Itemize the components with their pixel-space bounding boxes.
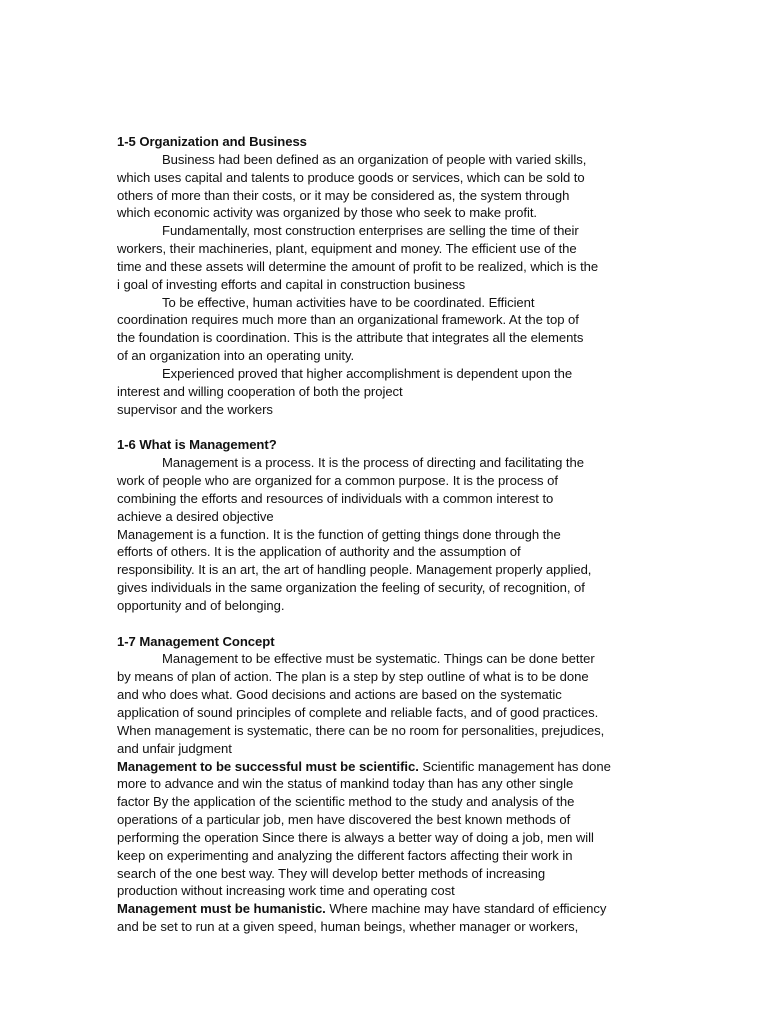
- paragraph-line: and who does what. Good decisions and actions are based on the systematic: [117, 687, 562, 703]
- paragraph-line: and unfair judgment: [117, 740, 232, 756]
- humanistic-lead-in: Management must be humanistic.: [117, 901, 326, 917]
- paragraph-line: which economic activity was organized by those who seek to make profit.: [117, 205, 538, 221]
- paragraph-line: time and these assets will determine the amount of profit to be realized, which is the: [117, 258, 599, 274]
- paragraph-line: keep on experimenting and analyzing the different factors affecting their work in: [117, 847, 573, 863]
- paragraph-line: coordination requires much more than an organizational framework. At the top of: [117, 312, 579, 328]
- paragraph-line: operations of a particular job, men have discovered the best known methods of: [117, 812, 571, 828]
- paragraph-line: When management is systematic, there can be no room for personalities, prejudices,: [117, 722, 605, 738]
- section-heading-1-6: 1-6 What is Management?: [117, 437, 277, 453]
- paragraph-line: work of people who are organized for a common purpose. It is the process of: [117, 473, 558, 489]
- paragraph-line: by means of plan of action. The plan is a step by step outline of what is to be done: [117, 669, 589, 685]
- paragraph-line: the foundation is coordination. This is the attribute that integrates all the elements: [117, 330, 584, 346]
- paragraph-line: opportunity and of belonging.: [117, 597, 285, 613]
- paragraph-line: efforts of others. It is the application of authority and the assumption of: [117, 544, 521, 560]
- paragraph-line: performing the operation Since there is always a better way of doing a job, men will: [117, 829, 594, 845]
- paragraph-line: i goal of investing efforts and capital in construction business: [117, 276, 466, 292]
- paragraph-line: factor By the application of the scientific method to the study and analysis of the: [117, 794, 575, 810]
- paragraph-line: production without increasing work time and operating cost: [117, 883, 455, 899]
- section-heading-1-5: 1-5 Organization and Business: [117, 134, 307, 149]
- paragraph-line: workers, their machineries, plant, equipment and money. The efficient use of the: [117, 241, 577, 257]
- paragraph-line: gives individuals in the same organization the feeling of security, of recognition, of: [117, 580, 585, 596]
- paragraph-line: To be effective, human activities have to be coordinated. Efficient: [162, 294, 535, 310]
- paragraph-line: Fundamentally, most construction enterprises are selling the time of their: [162, 223, 579, 239]
- paragraph-line: Business had been defined as an organization of people with varied skills,: [162, 151, 587, 167]
- paragraph-line: of an organization into an operating unity.: [117, 348, 355, 364]
- paragraph-text: Scientific management has done: [418, 758, 611, 774]
- paragraph-line: Experienced proved that higher accomplishment is dependent upon the: [162, 365, 573, 381]
- paragraph-text: Where machine may have standard of efficiency: [325, 901, 607, 917]
- paragraph-line: search of the one best way. They will develop better methods of increasing: [117, 865, 546, 881]
- paragraph-line-humanistic: [117, 900, 657, 918]
- scientific-lead-in: Management to be successful must be scientific.: [117, 758, 419, 774]
- paragraph-line: achieve a desired objective: [117, 508, 274, 524]
- paragraph-line: others of more than their costs, or it may be considered as, the system through: [117, 187, 570, 203]
- paragraph-line: Management to be effective must be systematic. Things can be done better: [162, 651, 595, 667]
- section-heading-1-7: 1-7 Management Concept: [117, 633, 275, 649]
- section-spacer: [117, 615, 657, 633]
- paragraph-line: Management is a function. It is the function of getting things done through the: [117, 526, 561, 542]
- paragraph-line: interest and willing cooperation of both the project: [117, 383, 403, 399]
- section-spacer: [117, 419, 657, 437]
- paragraph-line: and be set to run at a given speed, human beings, whether manager or workers,: [117, 919, 579, 935]
- paragraph-line: Management is a process. It is the process of directing and facilitating the: [162, 455, 584, 471]
- paragraph-line: responsibility. It is an art, the art of handling people. Management properly applied,: [117, 562, 592, 578]
- paragraph-line: more to advance and win the status of mankind today than has any other single: [117, 776, 574, 792]
- paragraph-line: combining the efforts and resources of individuals with a common interest to: [117, 490, 554, 506]
- paragraph-line-scientific: [117, 758, 657, 776]
- paragraph-line: which uses capital and talents to produce goods or services, which can be sold to: [117, 169, 585, 185]
- document-body: [117, 133, 657, 936]
- paragraph-line: application of sound principles of complete and reliable facts, and of good practices.: [117, 705, 599, 720]
- paragraph-line: supervisor and the workers: [117, 401, 273, 417]
